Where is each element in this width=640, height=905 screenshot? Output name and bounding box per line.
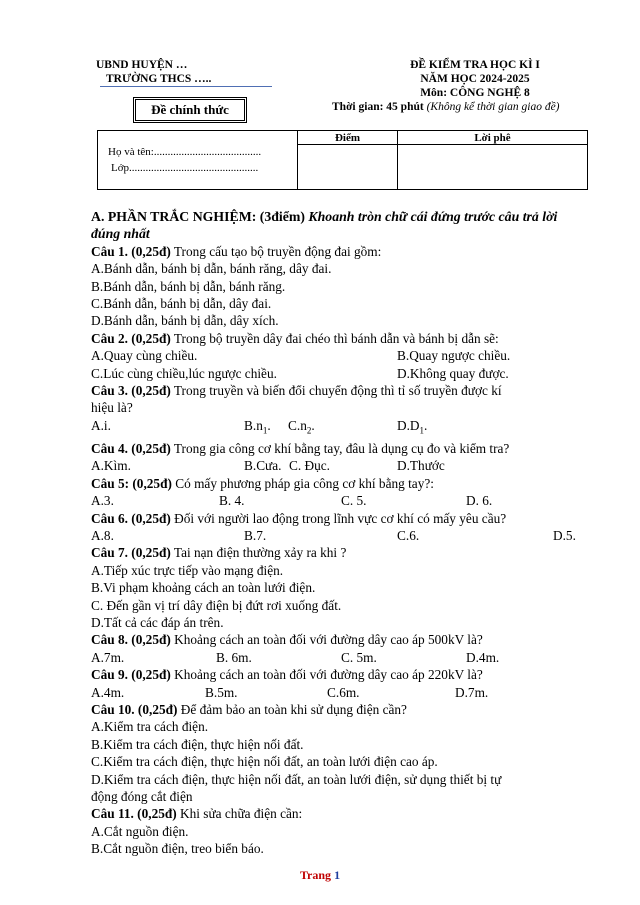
question-number: Câu 9 [91,667,125,683]
answer-option[interactable]: C.Bánh dẫn, bánh bị dẫn, dây đai. [91,296,272,312]
score-cell[interactable] [298,145,398,190]
answer-option[interactable]: A.8. [91,527,114,543]
answer-option[interactable]: A.Quay cùng chiều. [91,348,198,364]
exam-year: NĂM HỌC 2024-2025 [420,73,530,85]
exam-content [91,208,587,858]
question-3 [91,382,587,399]
answer-option[interactable]: D. 6. [466,493,493,509]
question-text: Khoảng cách an toàn đối với đường dây cao áp 220kV là? [174,667,483,683]
comment-cell[interactable] [398,145,588,190]
question-points: . (0,25đ) [124,667,171,683]
answer-option[interactable]: D.Kiểm tra cách điện, thực hiện nối đất, an toàn lưới điện, sử dụng thiết bị tự [91,771,502,787]
header-right [360,58,590,100]
question-number: Câu 1. (0,25đ) [91,243,171,259]
answer-option[interactable]: D.5. [553,527,576,543]
score-header: Điểm [298,131,398,145]
answer-option[interactable]: B.Cắt nguồn điện, treo biển báo. [91,841,264,857]
page-label: Trang [299,868,332,882]
question-number: Câu 3. (0,25đ) [91,383,171,399]
options-row [91,649,587,666]
student-info-table [97,130,588,190]
answer-option[interactable]: D.4m. [466,649,500,665]
options-row [91,347,587,364]
page-number: 1 [334,868,341,882]
student-class-field[interactable]: Lớp............................................... [111,162,259,174]
question-11 [91,805,587,822]
answer-option[interactable]: C.Kiểm tra cách điện, thực hiện nối đất, an toàn lưới điện cao áp. [91,754,438,770]
answer-option[interactable]: C.6. [397,527,420,543]
question-text: Khoảng cách an toàn đối với đường dây cao áp 500kV là? [174,632,483,648]
school-name: TRƯỜNG THCS ….. [106,73,212,85]
answer-option[interactable]: B.Vi phạm khoảng cách an toàn lưới điện. [91,580,316,596]
answer-option[interactable]: B. 6m. [216,649,252,665]
question-number: Câu 10 [91,702,132,718]
question-8 [91,631,587,648]
answer-option[interactable]: A.Kiểm tra cách điện. [91,719,209,735]
answer-option[interactable]: A.i. [91,417,111,433]
question-number: Câu 6. (0,25đ) [91,510,171,526]
question-number: Câu 4. (0,25đ) [91,440,171,456]
answer-option[interactable]: B.Bánh dẫn, bánh bị dẫn, bánh răng. [91,278,286,294]
question-text: Đối với người lao động trong lĩnh vực cơ khí có mấy yêu cầu? [174,510,507,526]
answer-option[interactable]: B.5m. [205,684,238,700]
question-text: Trong cấu tạo bộ truyền động đai gồm: [173,243,382,259]
student-name-field[interactable]: Họ và tên:....................................... [108,146,262,158]
answer-option[interactable]: A.Bánh dẫn, bánh bị dẫn, bánh răng, dây đai. [91,261,332,277]
exam-time [332,101,560,113]
answer-option[interactable]: B. 4. [219,493,245,509]
answer-option[interactable]: D.Tất cả các đáp án trên. [91,615,224,630]
official-label: Đề chính thức [133,97,247,123]
question-number: Câu 7. (0,25đ) [91,545,171,561]
student-cell [98,131,298,190]
district-name: UBND HUYỆN … [96,59,188,71]
answer-option[interactable]: A.Kìm. [91,458,131,474]
options-row [91,527,587,544]
header-left [96,58,211,86]
answer-option[interactable]: A.7m. [91,649,125,665]
answer-option[interactable]: A.Cắt nguồn điện. [91,823,189,839]
question-number: Câu 11. (0,25đ) [91,806,177,822]
question-text: Trong truyền và biến đổi chuyển động thì tỉ số truyền được kí [173,383,502,399]
options-row [91,365,587,382]
question-number: Câu 2. (0,25đ) [91,330,171,346]
answer-option[interactable]: B.7. [244,527,267,543]
answer-option-continued[interactable]: động đóng cắt điện [91,789,193,805]
answer-option[interactable]: B.Kiểm tra cách điện, thực hiện nối đất. [91,736,304,752]
question-text: Trong gia công cơ khí bằng tay, đâu là dụng cụ đo và kiểm tra? [173,440,510,456]
header-divider [100,86,272,87]
answer-option[interactable]: B.Quay ngược chiều. [397,348,511,364]
answer-option[interactable]: C.6m. [327,684,360,700]
options-row [91,684,587,701]
section-title: A. PHẦN TRẮC NGHIỆM: (3điểm) [91,209,305,224]
question-number: Câu 8 [91,632,125,648]
question-text: Khi sửa chữa điện cần: [180,806,303,822]
answer-option[interactable]: $B.n_1$. [244,417,271,436]
question-1 [91,243,587,260]
question-7 [91,544,587,561]
answer-option[interactable]: C. Đến gần vị trí dây điện bị đứt rơi xuống đất. [91,597,342,613]
answer-option[interactable]: C. Đục. [289,458,330,474]
answer-option[interactable]: B.Cưa. [244,458,282,474]
answer-option[interactable]: D.Thước [397,458,445,474]
question-points: . (0,25đ) [124,632,171,648]
page-footer [0,868,640,883]
question-text: Để đảm bảo an toàn khi sử dụng điện cần? [180,702,407,718]
options-row [91,457,587,474]
options-row [91,492,587,509]
question-text: Trong bộ truyền dây đai chéo thì bánh dẫn và bánh bị dẫn sẽ: [173,330,499,346]
question-10 [91,701,587,718]
question-text: Có mấy phương pháp gia công cơ khí bằng tay?: [175,475,434,491]
answer-option[interactable]: A.4m. [91,684,125,700]
question-text: Tai nạn điện thường xảy ra khi ? [173,545,347,561]
answer-option[interactable]: $C.n_2$. [288,417,315,436]
answer-option[interactable]: D.7m. [455,684,489,700]
time-note: (Không kể thời gian giao đề) [426,101,560,113]
question-5 [91,475,587,492]
question-points: . (0,25đ) [131,702,178,718]
question-6 [91,510,587,527]
comment-header: Lời phê [398,131,588,145]
answer-option[interactable]: C. 5. [341,493,367,509]
exam-title: ĐỀ KIỂM TRA HỌC KÌ I [410,59,540,71]
answer-option[interactable]: A.Tiếp xúc trực tiếp vào mạng điện. [91,562,284,578]
options-row [91,417,587,440]
question-9 [91,666,587,683]
question-2 [91,330,587,347]
answer-option[interactable]: D.Bánh dẫn, bánh bị dẫn, dây xích. [91,313,279,329]
exam-subject: Môn: CÔNG NGHỆ 8 [420,87,530,99]
answer-option[interactable]: C. 5m. [341,649,377,665]
answer-option[interactable]: $D.D_1$. [397,417,428,436]
answer-option[interactable]: C.Lúc cùng chiều,lúc ngược chiều. [91,365,277,381]
answer-option[interactable]: A.3. [91,493,114,509]
answer-option[interactable]: D.Không quay được. [397,365,509,381]
question-4 [91,440,587,457]
question-number: Câu 5: (0,25đ) [91,475,172,491]
time-label: Thời gian: 45 phút [332,101,424,113]
question-text-continued: hiệu là? [91,400,133,416]
section-heading [91,208,587,243]
section-instruction: Khoanh tròn chữ cái đứng trước câu trả lời đúng nhất [91,209,558,242]
